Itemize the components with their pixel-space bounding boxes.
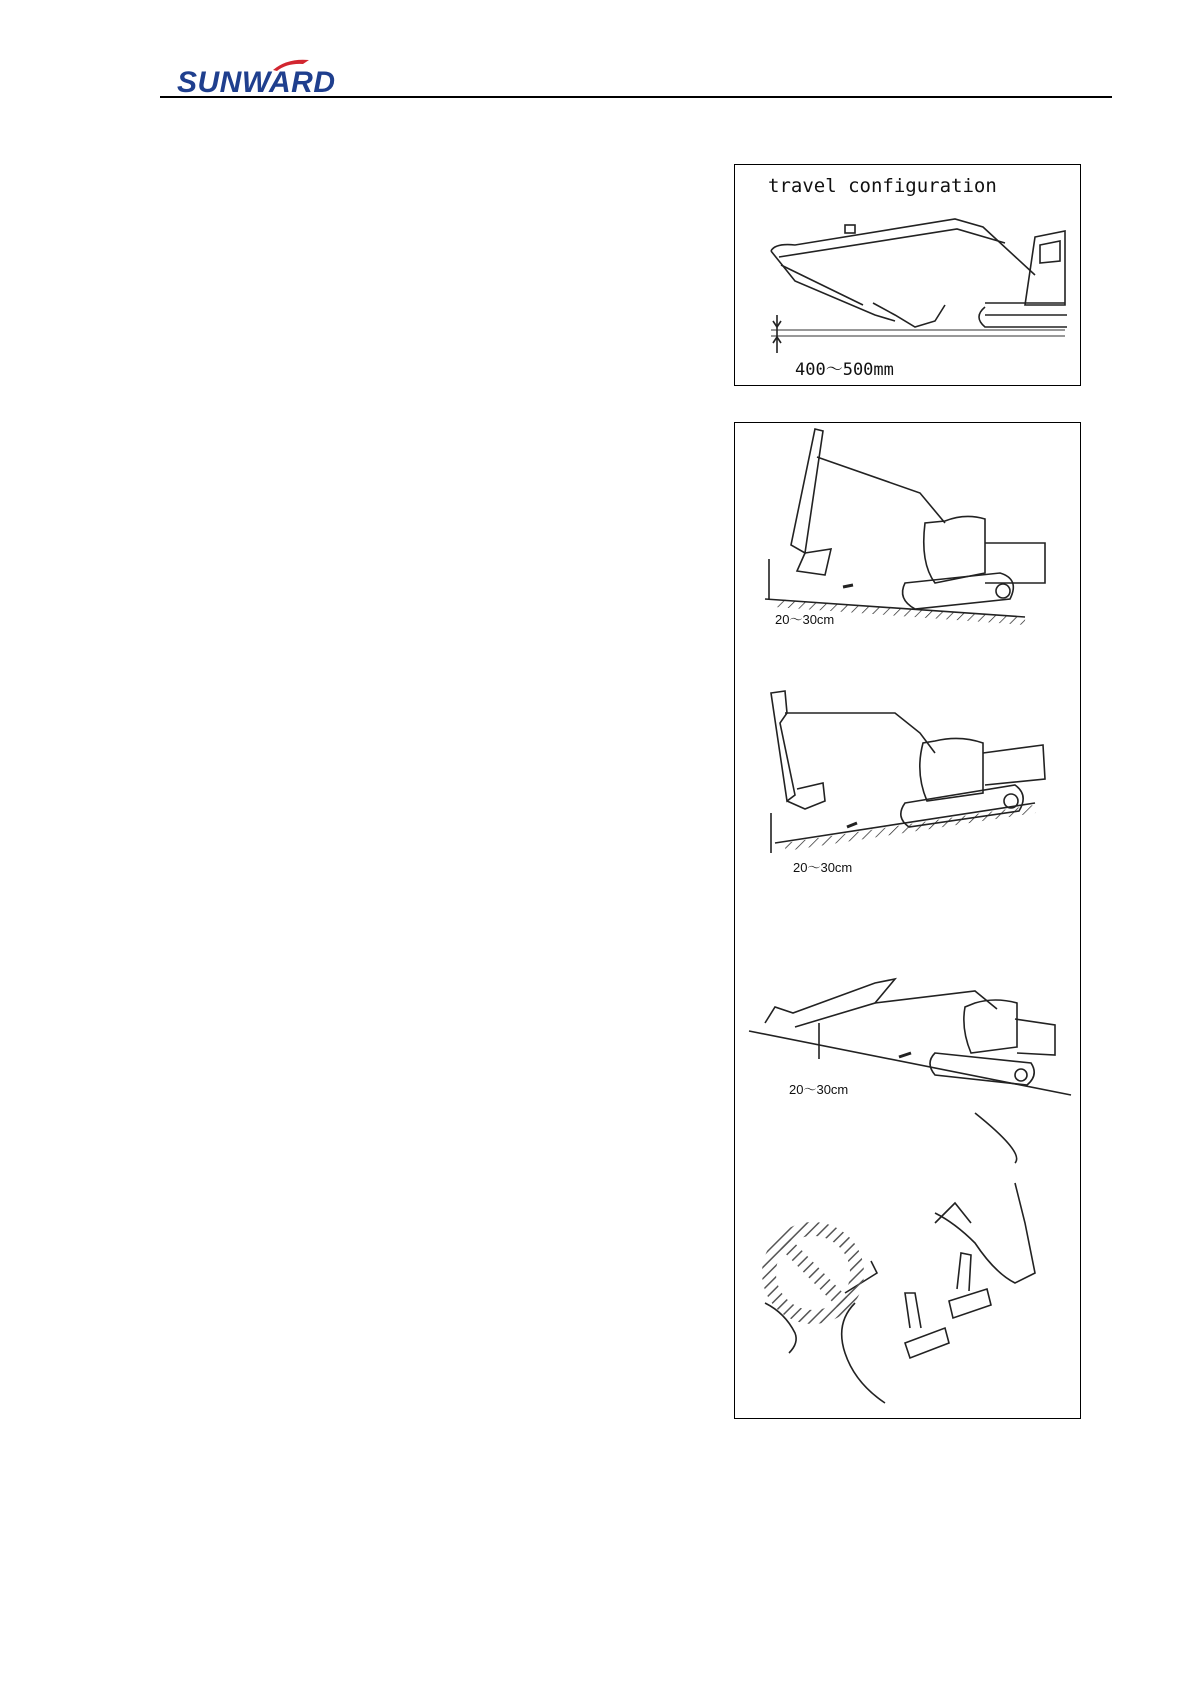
low-boom-slope-drawing (749, 979, 1071, 1095)
uphill-dimension-label: 20～30cm (775, 612, 835, 627)
figure-title: travel configuration (768, 175, 997, 197)
excavator-travel-drawing (735, 165, 1082, 387)
downhill-travel-drawing (771, 691, 1045, 853)
header-divider (160, 96, 1112, 98)
travel-dimension-label: 400～500mm (795, 360, 894, 380)
no-entry-icon (769, 1229, 857, 1317)
uphill-travel-drawing (765, 429, 1045, 621)
logo-text: SUNWARD (177, 66, 336, 99)
slope-travel-figure (734, 422, 1081, 1419)
travel-configuration-figure (734, 164, 1081, 386)
slope-travel-drawings (735, 423, 1082, 1420)
downhill-dimension-label: 20～30cm (793, 860, 853, 875)
low-boom-dimension-label: 20～30cm (789, 1082, 849, 1097)
